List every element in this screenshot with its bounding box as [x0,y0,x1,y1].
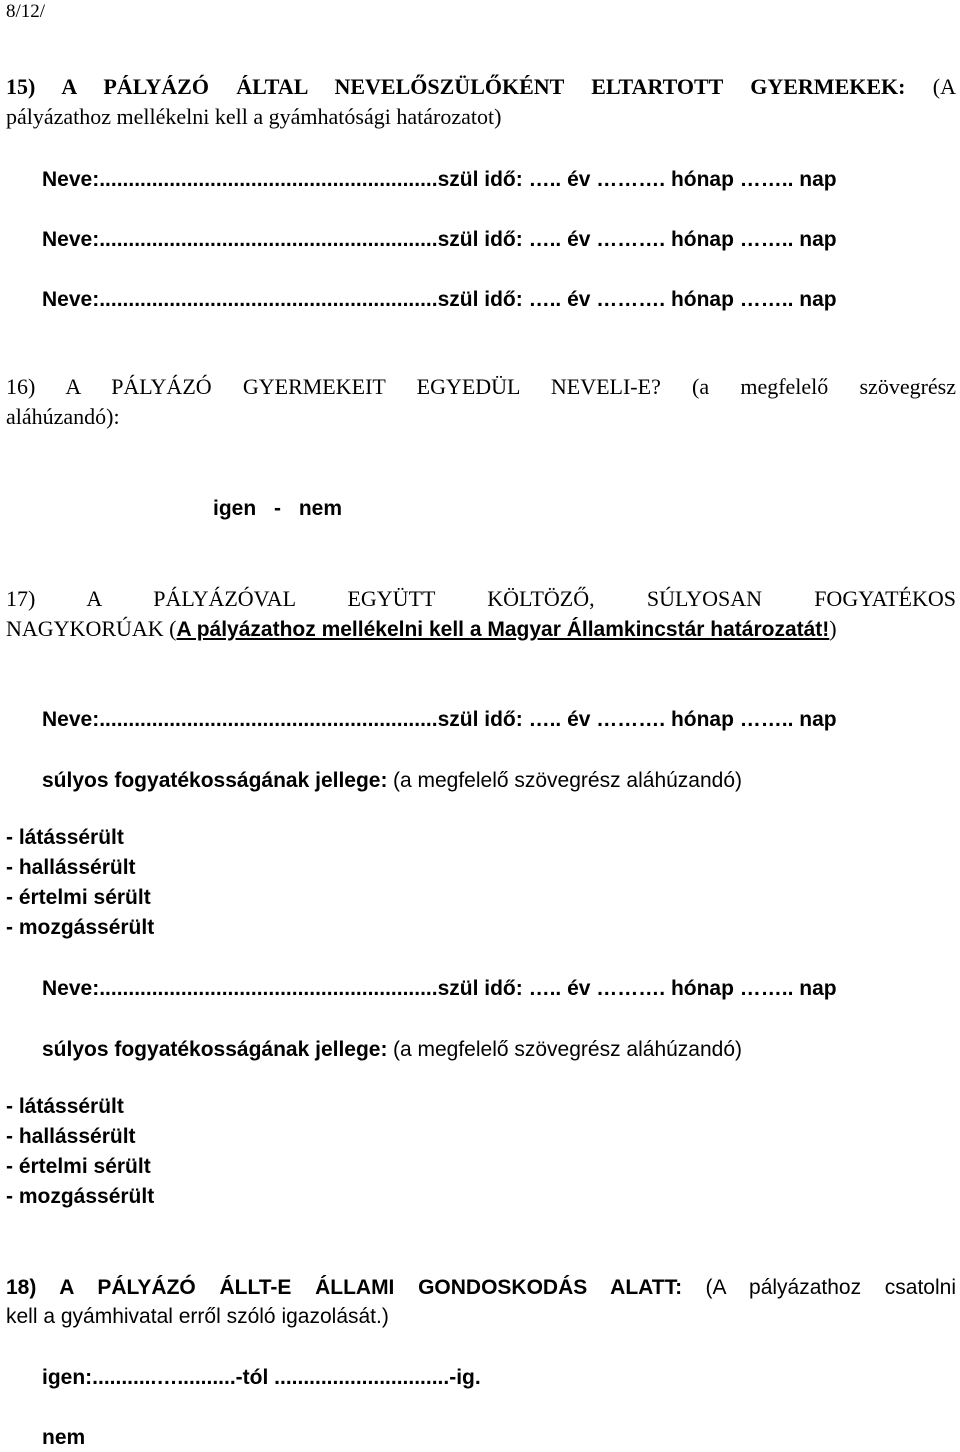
disability-type-note: (a megfelelő szövegrész aláhúzandó) [392,1038,743,1061]
disabled-person-1-row: Neve:..........................................................szül idő: ….. év ………. hónap …….. nap [42,708,837,731]
child-row-3: Neve:..........................................................szül idő: ….. év ………. hónap …….. nap [42,288,837,311]
disabled-person-2-type-label [42,1034,742,1065]
section-16-note: (a megfelelő szövegrész [692,374,957,399]
section-18-heading: 18) A PÁLYÁZÓ ÁLLT-E ÁLLAMI GONDOSKODÁS ALATT: [6,1276,683,1299]
disabled-person-2-row: Neve:..........................................................szül idő: ….. év ………. hónap …….. nap [42,977,837,1000]
section-18-igen-row: igen:...........…..........-tól ..............................-ig. [42,1366,481,1389]
page-number: 8/12/ [6,1,46,22]
disabled-person-1-options [6,824,154,944]
section-16-heading-line [6,372,956,402]
option-mozgasserult: - mozgássérült [6,1185,155,1208]
section-17-heading-line2 [6,614,837,645]
option-latassserult: - látássérült [6,826,124,849]
option-hallassserult: - hallássérült [6,856,136,879]
disabled-person-2-options [6,1093,154,1213]
section-15-heading-line [6,72,956,102]
disability-type-label: súlyos fogyatékosságának jellege: [42,1038,388,1061]
section-16-line2: aláhúzandó): [6,404,120,429]
disabled-person-1-type-label [42,765,742,796]
option-latassserult: - látássérült [6,1095,124,1118]
section-17-heading-close: ) [829,616,837,641]
section-18-line2: kell a gyámhivatal erről szóló igazolását.) [6,1305,389,1328]
option-hallassserult: - hallássérült [6,1125,136,1148]
section-16-heading: 16) A PÁLYÁZÓ GYERMEKEIT EGYEDÜL NEVELI-E? [6,374,661,399]
section-18-note: (A pályázathoz csatolni [705,1276,956,1299]
option-ertelmi-serult: - értelmi sérült [6,886,151,909]
section-17-attachment-note: A pályázathoz mellékelni kell a Magyar Államkincstár határozatát! [176,618,830,641]
section-17-heading-part: NAGYKORÚAK ( [6,616,177,641]
section-16-answer: igen - nem [213,497,343,520]
child-row-1: Neve:..........................................................szül idő: ….. év ………. hónap …….. nap [42,168,837,191]
child-row-2: Neve:..........................................................szül idő: ….. év ………. hónap …….. nap [42,228,837,251]
section-15-heading: 15) A PÁLYÁZÓ ÁLTAL NEVELŐSZÜLŐKÉNT ELTARTOTT GYERMEKEK: [6,74,906,99]
disabability-type-label: súlyos fogyatékosságának jellege: [42,769,388,792]
section-18-nem: nem [42,1426,86,1449]
disability-type-note: (a megfelelő szövegrész aláhúzandó) [392,769,743,792]
option-mozgasserult: - mozgássérült [6,916,155,939]
option-ertelmi-serult: - értelmi sérült [6,1155,151,1178]
section-15-note: (A [932,74,957,99]
section-15-note-line2: pályázathoz mellékelni kell a gyámhatósági határozatot) [6,104,502,129]
section-17-heading-line1: 17) A PÁLYÁZÓVAL EGYÜTT KÖLTÖZŐ, SÚLYOSAN FOGYATÉKOS [6,586,956,611]
section-18-heading-line [6,1272,956,1303]
